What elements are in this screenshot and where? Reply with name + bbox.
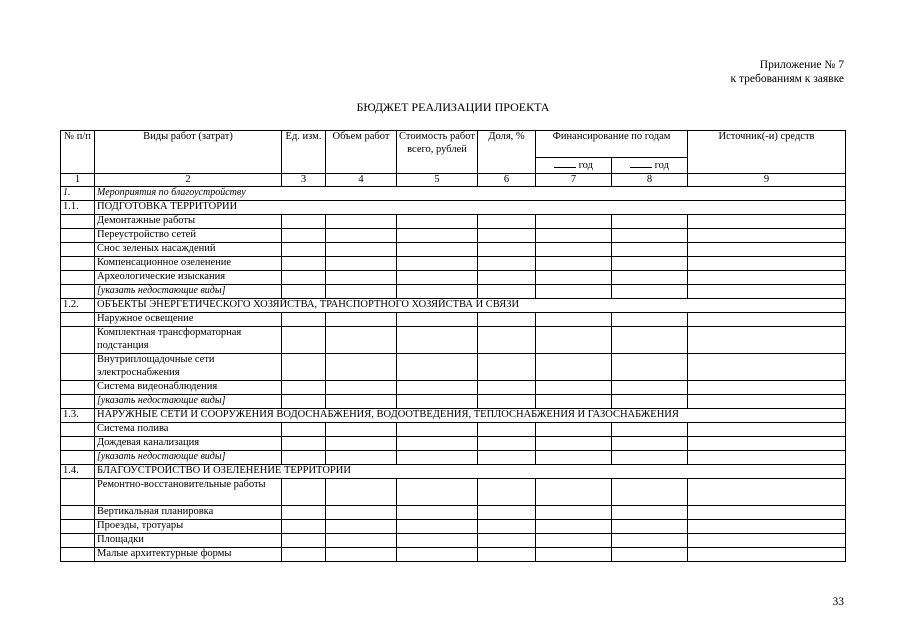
header-year-2 bbox=[612, 158, 688, 174]
empty-cell bbox=[326, 395, 397, 409]
header-unit: Ед. изм. bbox=[282, 131, 326, 174]
empty-cell bbox=[536, 548, 612, 562]
empty-cell bbox=[282, 548, 326, 562]
empty-cell bbox=[536, 271, 612, 285]
empty-cell bbox=[478, 243, 536, 257]
empty-cell bbox=[61, 229, 95, 243]
column-number: 6 bbox=[478, 173, 536, 187]
section-code: 1.1. bbox=[61, 201, 95, 215]
empty-cell bbox=[612, 229, 688, 243]
work-item-label: Малые архитектурные формы bbox=[95, 548, 282, 562]
empty-cell bbox=[282, 520, 326, 534]
empty-cell bbox=[326, 381, 397, 395]
empty-cell bbox=[612, 257, 688, 271]
empty-cell bbox=[612, 423, 688, 437]
empty-cell bbox=[478, 313, 536, 327]
empty-cell bbox=[478, 548, 536, 562]
column-number: 9 bbox=[688, 173, 846, 187]
column-number: 4 bbox=[326, 173, 397, 187]
column-number: 8 bbox=[612, 173, 688, 187]
empty-cell bbox=[688, 534, 846, 548]
empty-cell bbox=[282, 229, 326, 243]
table-body bbox=[61, 173, 846, 562]
empty-cell bbox=[536, 229, 612, 243]
section-row bbox=[61, 187, 846, 201]
empty-cell bbox=[536, 257, 612, 271]
work-item-label: Вертикальная планировка bbox=[95, 506, 282, 520]
empty-cell bbox=[688, 243, 846, 257]
empty-cell bbox=[61, 451, 95, 465]
empty-cell bbox=[536, 313, 612, 327]
empty-cell bbox=[536, 381, 612, 395]
empty-cell bbox=[478, 395, 536, 409]
work-item-label: Снос зеленых насаждений bbox=[95, 243, 282, 257]
empty-cell bbox=[282, 381, 326, 395]
column-number: 1 bbox=[61, 173, 95, 187]
work-item-label: [указать недостающие виды] bbox=[95, 395, 282, 409]
section-title: БЛАГОУСТРОЙСТВО И ОЗЕЛЕНЕНИЕ ТЕРРИТОРИИ bbox=[95, 465, 846, 479]
empty-cell bbox=[688, 479, 846, 506]
empty-cell bbox=[478, 479, 536, 506]
empty-cell bbox=[478, 534, 536, 548]
section-code: 1.3. bbox=[61, 409, 95, 423]
empty-cell bbox=[61, 257, 95, 271]
work-item-label: Система видеонаблюдения bbox=[95, 381, 282, 395]
empty-cell bbox=[688, 451, 846, 465]
empty-cell bbox=[688, 506, 846, 520]
empty-cell bbox=[397, 354, 478, 381]
empty-cell bbox=[397, 215, 478, 229]
budget-table bbox=[60, 130, 846, 562]
work-item-label: Проезды, тротуары bbox=[95, 520, 282, 534]
empty-cell bbox=[478, 423, 536, 437]
empty-cell bbox=[478, 437, 536, 451]
header-source: Источник(-и) средств bbox=[688, 131, 846, 174]
empty-cell bbox=[326, 437, 397, 451]
empty-cell bbox=[688, 423, 846, 437]
empty-cell bbox=[61, 215, 95, 229]
empty-cell bbox=[282, 327, 326, 354]
work-item-row bbox=[61, 381, 846, 395]
page-number: 33 bbox=[832, 596, 844, 608]
year-2-label: год bbox=[654, 160, 669, 171]
empty-cell bbox=[326, 285, 397, 299]
empty-cell bbox=[397, 271, 478, 285]
work-item-label: Комплектная трансформаторная подстанция bbox=[95, 327, 282, 354]
work-item-row bbox=[61, 548, 846, 562]
empty-cell bbox=[61, 381, 95, 395]
header-volume: Объем работ bbox=[326, 131, 397, 174]
work-item-row bbox=[61, 313, 846, 327]
work-item-label: Площадки bbox=[95, 534, 282, 548]
empty-cell bbox=[61, 285, 95, 299]
empty-cell bbox=[688, 257, 846, 271]
empty-cell bbox=[478, 451, 536, 465]
empty-cell bbox=[326, 548, 397, 562]
year-blank-1 bbox=[554, 158, 576, 168]
empty-cell bbox=[282, 271, 326, 285]
empty-cell bbox=[478, 354, 536, 381]
header-year-1 bbox=[536, 158, 612, 174]
empty-cell bbox=[397, 313, 478, 327]
empty-cell bbox=[536, 506, 612, 520]
section-title: ОБЪЕКТЫ ЭНЕРГЕТИЧЕСКОГО ХОЗЯЙСТВА, ТРАНСПОРТНОГО ХОЗЯЙСТВА И СВЯЗИ bbox=[95, 299, 846, 313]
empty-cell bbox=[612, 285, 688, 299]
empty-cell bbox=[688, 381, 846, 395]
empty-cell bbox=[326, 243, 397, 257]
empty-cell bbox=[282, 243, 326, 257]
empty-cell bbox=[61, 354, 95, 381]
empty-cell bbox=[478, 257, 536, 271]
work-item-label: Наружное освещение bbox=[95, 313, 282, 327]
column-number-row bbox=[61, 173, 846, 187]
empty-cell bbox=[612, 437, 688, 451]
empty-cell bbox=[536, 437, 612, 451]
empty-cell bbox=[397, 229, 478, 243]
empty-cell bbox=[536, 395, 612, 409]
empty-cell bbox=[61, 506, 95, 520]
empty-cell bbox=[326, 271, 397, 285]
empty-cell bbox=[61, 534, 95, 548]
empty-cell bbox=[397, 437, 478, 451]
empty-cell bbox=[61, 423, 95, 437]
empty-cell bbox=[478, 327, 536, 354]
empty-cell bbox=[612, 534, 688, 548]
appendix-line-2: к требованиям к заявке bbox=[730, 73, 844, 85]
work-item-row bbox=[61, 506, 846, 520]
header-work-type: Виды работ (затрат) bbox=[95, 131, 282, 174]
empty-cell bbox=[612, 313, 688, 327]
section-row bbox=[61, 299, 846, 313]
empty-cell bbox=[61, 437, 95, 451]
empty-cell bbox=[326, 327, 397, 354]
empty-cell bbox=[536, 520, 612, 534]
empty-cell bbox=[397, 548, 478, 562]
section-row bbox=[61, 465, 846, 479]
empty-cell bbox=[612, 520, 688, 534]
header-financing: Финансирование по годам bbox=[536, 131, 688, 158]
empty-cell bbox=[61, 479, 95, 506]
empty-cell bbox=[326, 354, 397, 381]
work-item-row bbox=[61, 479, 846, 506]
empty-cell bbox=[397, 520, 478, 534]
empty-cell bbox=[688, 395, 846, 409]
empty-cell bbox=[478, 285, 536, 299]
empty-cell bbox=[282, 354, 326, 381]
empty-cell bbox=[282, 395, 326, 409]
empty-cell bbox=[536, 534, 612, 548]
empty-cell bbox=[282, 313, 326, 327]
empty-cell bbox=[612, 548, 688, 562]
empty-cell bbox=[326, 257, 397, 271]
empty-cell bbox=[612, 479, 688, 506]
empty-cell bbox=[326, 313, 397, 327]
work-item-row bbox=[61, 395, 846, 409]
empty-cell bbox=[61, 395, 95, 409]
empty-cell bbox=[61, 327, 95, 354]
empty-cell bbox=[478, 229, 536, 243]
section-row bbox=[61, 201, 846, 215]
work-item-row bbox=[61, 437, 846, 451]
empty-cell bbox=[688, 548, 846, 562]
work-item-label: Компенсационное озеленение bbox=[95, 257, 282, 271]
empty-cell bbox=[612, 451, 688, 465]
column-number: 3 bbox=[282, 173, 326, 187]
header-cost: Стоимость работ всего, рублей bbox=[397, 131, 478, 174]
work-item-row bbox=[61, 229, 846, 243]
empty-cell bbox=[536, 285, 612, 299]
empty-cell bbox=[688, 520, 846, 534]
empty-cell bbox=[326, 479, 397, 506]
empty-cell bbox=[397, 479, 478, 506]
empty-cell bbox=[612, 243, 688, 257]
work-item-row bbox=[61, 534, 846, 548]
section-code: 1. bbox=[61, 187, 95, 201]
work-item-label: Археологические изыскания bbox=[95, 271, 282, 285]
work-item-row bbox=[61, 451, 846, 465]
empty-cell bbox=[536, 243, 612, 257]
year-blank-2 bbox=[630, 158, 652, 168]
empty-cell bbox=[397, 257, 478, 271]
empty-cell bbox=[688, 229, 846, 243]
work-item-row bbox=[61, 215, 846, 229]
empty-cell bbox=[688, 313, 846, 327]
empty-cell bbox=[612, 395, 688, 409]
work-item-label: Внутриплощадочные сети электроснабжения bbox=[95, 354, 282, 381]
empty-cell bbox=[397, 285, 478, 299]
empty-cell bbox=[612, 381, 688, 395]
empty-cell bbox=[326, 215, 397, 229]
work-item-label: Дождевая канализация bbox=[95, 437, 282, 451]
empty-cell bbox=[61, 313, 95, 327]
work-item-row bbox=[61, 271, 846, 285]
empty-cell bbox=[326, 520, 397, 534]
empty-cell bbox=[688, 327, 846, 354]
work-item-label: [указать недостающие виды] bbox=[95, 285, 282, 299]
empty-cell bbox=[397, 534, 478, 548]
empty-cell bbox=[478, 215, 536, 229]
empty-cell bbox=[282, 479, 326, 506]
empty-cell bbox=[282, 215, 326, 229]
empty-cell bbox=[326, 451, 397, 465]
header-share: Доля, % bbox=[478, 131, 536, 174]
empty-cell bbox=[397, 381, 478, 395]
empty-cell bbox=[282, 437, 326, 451]
work-item-label: Ремонтно-восстановительные работы bbox=[95, 479, 282, 506]
year-1-label: год bbox=[578, 160, 593, 171]
empty-cell bbox=[397, 395, 478, 409]
empty-cell bbox=[478, 271, 536, 285]
empty-cell bbox=[326, 423, 397, 437]
empty-cell bbox=[536, 479, 612, 506]
document-title: БЮДЖЕТ РЕАЛИЗАЦИИ ПРОЕКТА bbox=[356, 100, 550, 114]
section-title: НАРУЖНЫЕ СЕТИ И СООРУЖЕНИЯ ВОДОСНАБЖЕНИЯ, ВОДООТВЕДЕНИЯ, ТЕПЛОСНАБЖЕНИЯ И ГАЗОСНАБЖЕНИЯ bbox=[95, 409, 846, 423]
empty-cell bbox=[282, 506, 326, 520]
section-code: 1.2. bbox=[61, 299, 95, 313]
work-item-row bbox=[61, 423, 846, 437]
empty-cell bbox=[282, 257, 326, 271]
work-item-row bbox=[61, 257, 846, 271]
work-item-label: Демонтажные работы bbox=[95, 215, 282, 229]
empty-cell bbox=[61, 548, 95, 562]
empty-cell bbox=[326, 506, 397, 520]
empty-cell bbox=[397, 423, 478, 437]
work-item-label: [указать недостающие виды] bbox=[95, 451, 282, 465]
empty-cell bbox=[397, 243, 478, 257]
empty-cell bbox=[397, 506, 478, 520]
empty-cell bbox=[688, 437, 846, 451]
empty-cell bbox=[478, 506, 536, 520]
empty-cell bbox=[536, 354, 612, 381]
work-item-label: Переустройство сетей bbox=[95, 229, 282, 243]
empty-cell bbox=[536, 451, 612, 465]
empty-cell bbox=[61, 243, 95, 257]
empty-cell bbox=[612, 215, 688, 229]
empty-cell bbox=[326, 229, 397, 243]
empty-cell bbox=[536, 327, 612, 354]
empty-cell bbox=[282, 451, 326, 465]
empty-cell bbox=[397, 327, 478, 354]
column-number: 2 bbox=[95, 173, 282, 187]
work-item-row bbox=[61, 243, 846, 257]
empty-cell bbox=[61, 520, 95, 534]
empty-cell bbox=[536, 215, 612, 229]
empty-cell bbox=[478, 381, 536, 395]
empty-cell bbox=[612, 327, 688, 354]
work-item-row bbox=[61, 354, 846, 381]
empty-cell bbox=[282, 423, 326, 437]
appendix-note bbox=[731, 58, 844, 86]
empty-cell bbox=[688, 271, 846, 285]
empty-cell bbox=[612, 506, 688, 520]
empty-cell bbox=[612, 354, 688, 381]
empty-cell bbox=[688, 285, 846, 299]
column-number: 5 bbox=[397, 173, 478, 187]
appendix-line-1: Приложение № 7 bbox=[759, 59, 844, 71]
section-title: Мероприятия по благоустройству bbox=[95, 187, 846, 201]
empty-cell bbox=[612, 271, 688, 285]
empty-cell bbox=[688, 215, 846, 229]
empty-cell bbox=[282, 285, 326, 299]
empty-cell bbox=[536, 423, 612, 437]
section-row bbox=[61, 409, 846, 423]
work-item-label: Система полива bbox=[95, 423, 282, 437]
header-no: № п/п bbox=[61, 131, 95, 174]
empty-cell bbox=[61, 271, 95, 285]
table-header bbox=[61, 131, 846, 174]
section-code: 1.4. bbox=[61, 465, 95, 479]
column-number: 7 bbox=[536, 173, 612, 187]
work-item-row bbox=[61, 520, 846, 534]
empty-cell bbox=[282, 534, 326, 548]
empty-cell bbox=[478, 520, 536, 534]
section-title: ПОДГОТОВКА ТЕРРИТОРИИ bbox=[95, 201, 846, 215]
empty-cell bbox=[326, 534, 397, 548]
empty-cell bbox=[688, 354, 846, 381]
work-item-row bbox=[61, 285, 846, 299]
work-item-row bbox=[61, 327, 846, 354]
empty-cell bbox=[397, 451, 478, 465]
